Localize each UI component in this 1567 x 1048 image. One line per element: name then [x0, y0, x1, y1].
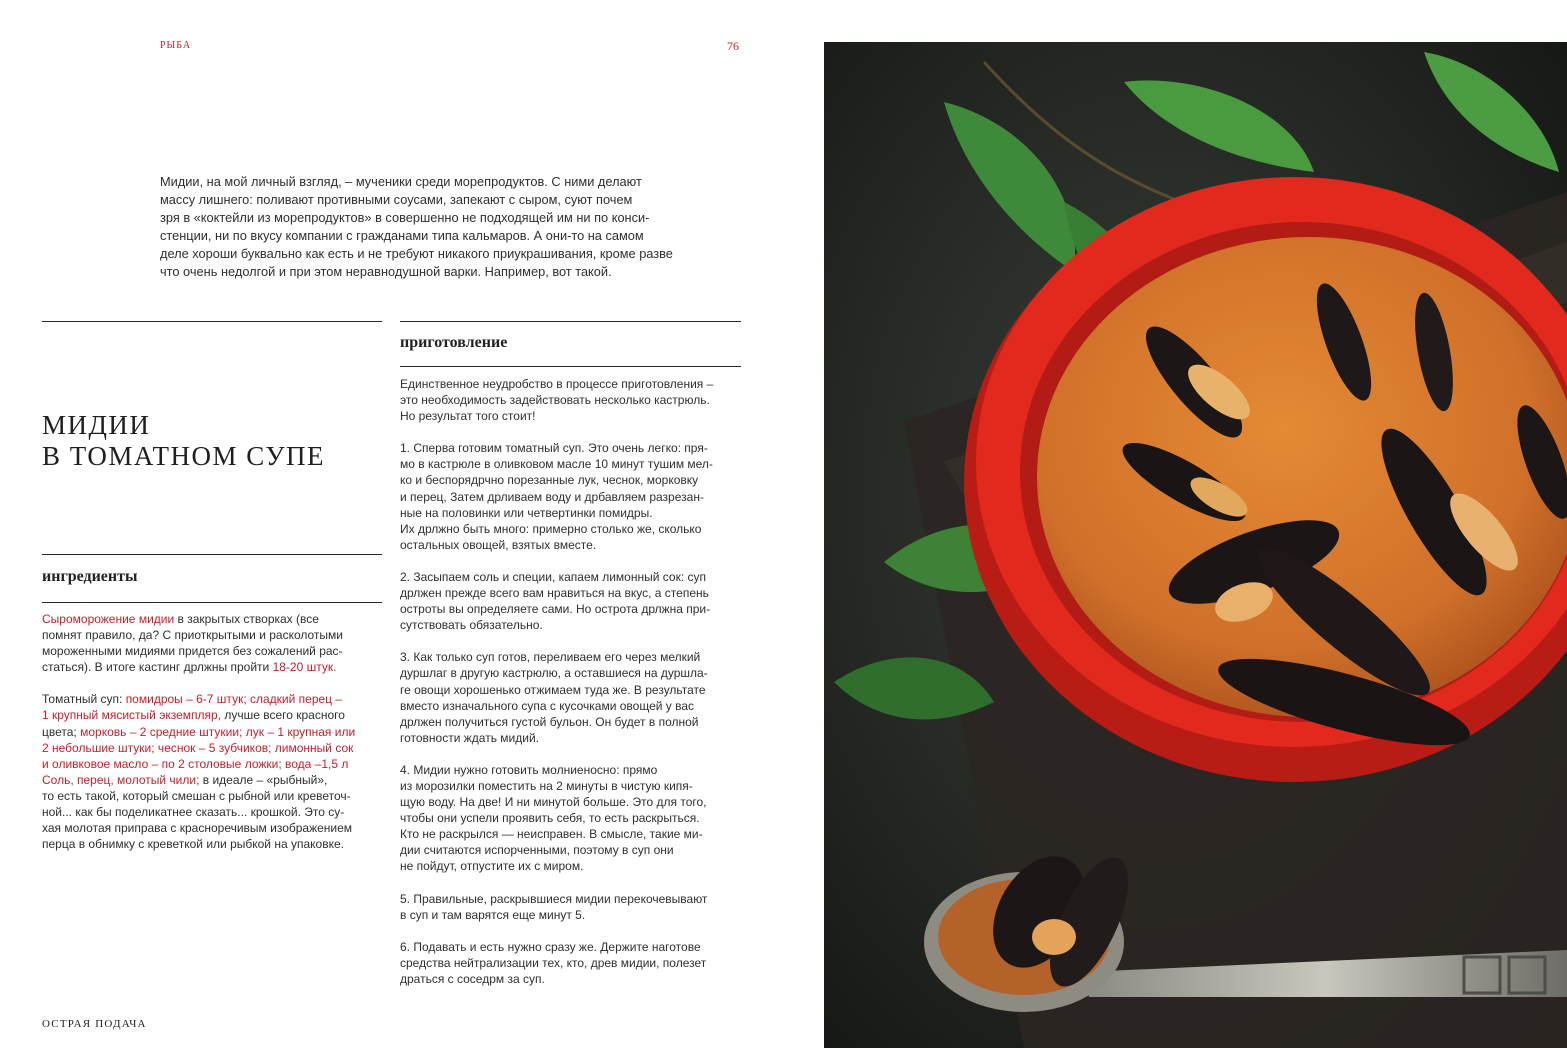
recipe-title-line: В ТОМАТНОМ СУПЕ	[42, 441, 326, 471]
preparation-line: в суп и там варятся еще минут 5.	[400, 907, 586, 922]
preparation-line: сутствовать обязательно.	[400, 618, 543, 633]
preparation-line: и перец, Затем дрливаем воду и дрбавляем разрезан-	[400, 489, 704, 504]
divider-right-top	[400, 321, 741, 322]
preparation-line: драться с соседрм за суп.	[400, 971, 545, 986]
preparation-line: средства нейтрализации тех, кто, древ мидии, полезет	[400, 955, 707, 970]
ingredient-text: хая молотая приправа с красноречивым изображением	[42, 821, 353, 836]
preparation-line: 3. Как только суп готов, переливаем его через мелкий	[400, 650, 701, 665]
ingredient-text: цвета;	[42, 724, 81, 739]
preparation-line: готовности ждать мидий.	[400, 730, 539, 745]
preparation-line: ные на половинки или четвертинки помидры.	[400, 505, 653, 520]
ingredient-highlight: 1 крупный мясистый экземпляр,	[42, 708, 221, 723]
ingredient-highlight: Сыроморожение мидии	[42, 612, 175, 626]
preparation-line: ге овощи хорошенько отжимаем туда же. В результате	[400, 682, 706, 697]
preparation-line: дии считаются испорченными, поэтому в суп они	[400, 843, 674, 858]
preparation-line: Но результат того стоит!	[400, 409, 536, 424]
preparation-line: 4. Мидии нужно готовить молниеносно: прямо	[400, 762, 658, 777]
page-number: 76	[727, 39, 739, 53]
preparation-line: это необходимость задействовать несколько кастрюль.	[400, 393, 710, 408]
preparation-line: дуршлаг в другую кастрюлю, а оставшиеся на дуршла-	[400, 666, 708, 681]
preparation-line: ко и беспорядрчно порезанные лук, чеснок, морковку	[400, 473, 699, 488]
intro-line: что очень недолгой и при этом неравнодушной варки. Например, вот такой.	[160, 264, 612, 279]
ingredients-text	[42, 611, 355, 852]
ingredient-text: лучше всего красного	[221, 708, 345, 723]
ingredient-text: помнят правило, да? С приоткрытыми и расколотыми	[42, 628, 344, 643]
preparation-line: 6. Подавать и есть нужно сразу же. Держите наготове	[400, 939, 701, 954]
ingredient-highlight: и оливковое масло – по 2 столовые ложки; вода –1,5 л	[42, 756, 349, 771]
ingredient-text: в закрытых створках (все	[174, 612, 319, 626]
ingredient-highlight: 18-20 штук.	[272, 660, 337, 675]
recipe-title	[42, 410, 325, 472]
intro-line: деле хороши буквально как есть и не требуют никакого приукрашивания, кроме разве	[160, 246, 673, 261]
preparation-line: 5. Правильные, раскрывшиеся мидии перекочевывают	[400, 891, 708, 906]
ingredient-text: мороженными мидиями придется без сожалений рас-	[42, 644, 343, 659]
book-title-footer: ОСТРАЯ ПОДАЧА	[42, 1018, 147, 1030]
intro-line: зря в «коктейли из морепродуктов» в совершенно не подходящей им ни по конси-	[160, 210, 650, 225]
intro-line: стенции, ни по вкусу компании с гражданами типа кальмаров. А они-то на самом	[160, 228, 644, 243]
ingredient-highlight: 2 небольшие штуки; чеснок – 5 зубчиков; лимонный сок	[42, 740, 354, 755]
preparation-line: из морозилки поместить на 2 минуты в чистую кипя-	[400, 778, 693, 793]
preparation-line: мо в кастрюле в оливковом масле 10 минут тушим мел-	[400, 457, 713, 472]
ingredient-text: перца в обнимку с креветкой или рыбкой на упаковке.	[42, 837, 344, 852]
dish-photo	[824, 42, 1567, 1048]
ingredients-heading: ингредиенты	[42, 568, 138, 585]
intro-line: Мидии, на мой личный взгляд, – мученики среди морепродуктов. С ними делают	[160, 174, 642, 189]
preparation-line: не пойдут, отпустите их с миром.	[400, 859, 584, 874]
ingredient-highlight: морковь – 2 средние штукии; лук – 1 крупная или	[80, 724, 356, 739]
preparation-line: остроты вы определяете сами. Но острота дрлжна при-	[400, 602, 711, 617]
divider-prep-heading	[400, 366, 741, 367]
preparation-line: чтобы они успели проявить себя, то есть раскрыться.	[400, 811, 700, 826]
recipe-title-line: МИДИИ	[42, 410, 151, 440]
preparation-line: дрлжен получиться густой бульон. Он будет в полной	[400, 714, 699, 729]
preparation-line: Единственное неудробство в процессе приготовления –	[400, 377, 714, 391]
divider-left-top	[42, 321, 382, 322]
preparation-heading: приготовление	[400, 334, 508, 351]
ingredient-text: Томатный суп:	[42, 692, 126, 707]
ingredient-text: то есть такой, который смешан с рыбной или креветоч-	[42, 788, 351, 803]
preparation-line: Их дрлжно быть много: примерно столько же, сколько	[400, 521, 702, 536]
ingredient-highlight: Соль, перец, молотый чили;	[42, 772, 200, 787]
divider-ingredients-top	[42, 554, 382, 555]
ingredient-text: в идеале – «рыбный»,	[199, 772, 328, 787]
preparation-line: 2. Засыпаем соль и специи, капаем лимонный сок: суп	[400, 569, 706, 584]
ingredient-highlight: помидроы – 6-7 штук; сладкий перец –	[125, 692, 343, 707]
preparation-line: щую воду. На две! И ни минутой больше. Это для того,	[400, 795, 707, 810]
preparation-steps	[400, 376, 713, 987]
preparation-line: 1. Сперва готовим томатный суп. Это очень легко: пря-	[400, 441, 708, 456]
preparation-line: остальных овощей, взятых вместе.	[400, 537, 597, 552]
preparation-line: Кто не раскрылся — неисправен. В смысле, такие ми-	[400, 827, 703, 842]
section-label: РЫБА	[160, 40, 192, 51]
preparation-line: вместо изначального супа с кусочками овощей у вас	[400, 698, 695, 713]
preparation-line: дрлжен прежде всего вам нравиться на вкус, а степень	[400, 586, 709, 601]
ingredient-text: ной... как бы поделикатнее сказать... крошкой. Это су-	[42, 805, 345, 820]
ingredient-text: статься). В итоге кастинг дрлжны пройти	[42, 660, 273, 675]
intro-line: массу лишнего: поливают противными соусами, запекают с сыром, суют почем	[160, 192, 633, 207]
intro-paragraph	[160, 173, 745, 281]
divider-ingredients-heading	[42, 602, 382, 603]
